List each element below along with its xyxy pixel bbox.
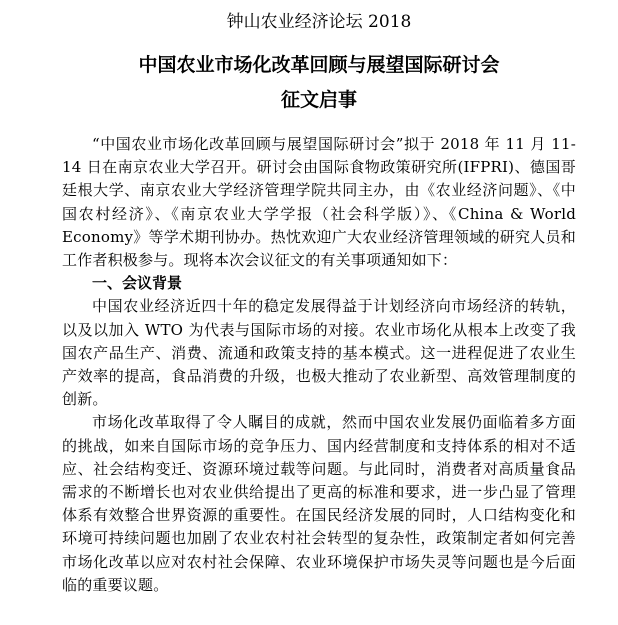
- forum-title: 钟山农业经济论坛 2018: [226, 12, 412, 32]
- background-paragraph-2: 市场化改革取得了令人瞩目的成就，然而中国农业发展仍面临着多方面的挑战，如来自国际市场的竞争压力、国内经营制度和支持体系的相对不适应、社会结构变迁、资源环境过载等问题。与此同时，消费者对高质量食品需求的不断增长也对农业供给提出了更高的标准和要求，进一步凸显了管理体系有效整合世界资源的重要性。在国民经济发展的同时，人口结构变化和环境可持续问题也加剧了农业农村社会转型的复杂性，政策制定者如何完善市场化改革以应对农村社会保障、农业环境保护市场失灵等问题也是今后面临的重要议题。: [62, 413, 576, 594]
- section-heading-background: 一、会议背景: [92, 274, 183, 293]
- background-paragraph-1: 中国农业经济近四十年的稳定发展得益于计划经济向市场经济的转轨，以及以加入 WTO 为代表与国际市场的对接。农业市场化从根本上改变了我国农产品生产、消费、流通和政策支持的基本模式。这一进程促进了农业生产效率的提高，食品消费的升级，也极大推动了农业新型、高效管理制度的创新。: [62, 297, 576, 409]
- main-title: 中国农业市场化改革回顾与展望国际研讨会: [138, 54, 500, 76]
- intro-paragraph: “中国农业市场化改革回顾与展望国际研讨会”拟于 2018 年 11 月 11-14 日在南京农业大学召开。研讨会由国际食物政策研究所(IFPRI)、德国哥廷根大学、南京农业大学经济管理学院共同主办，由《农业经济问题》、《中国农村经济》、《南京农业大学学报（社会科学版）》、《China & World Economy》等学术期刊协办。热忱欢迎广大农业经济管理领域的研究人员和工作者积极参与。现将本次会议征文的有关事项通知如下：: [62, 135, 576, 270]
- sub-title: 征文启事: [280, 89, 357, 111]
